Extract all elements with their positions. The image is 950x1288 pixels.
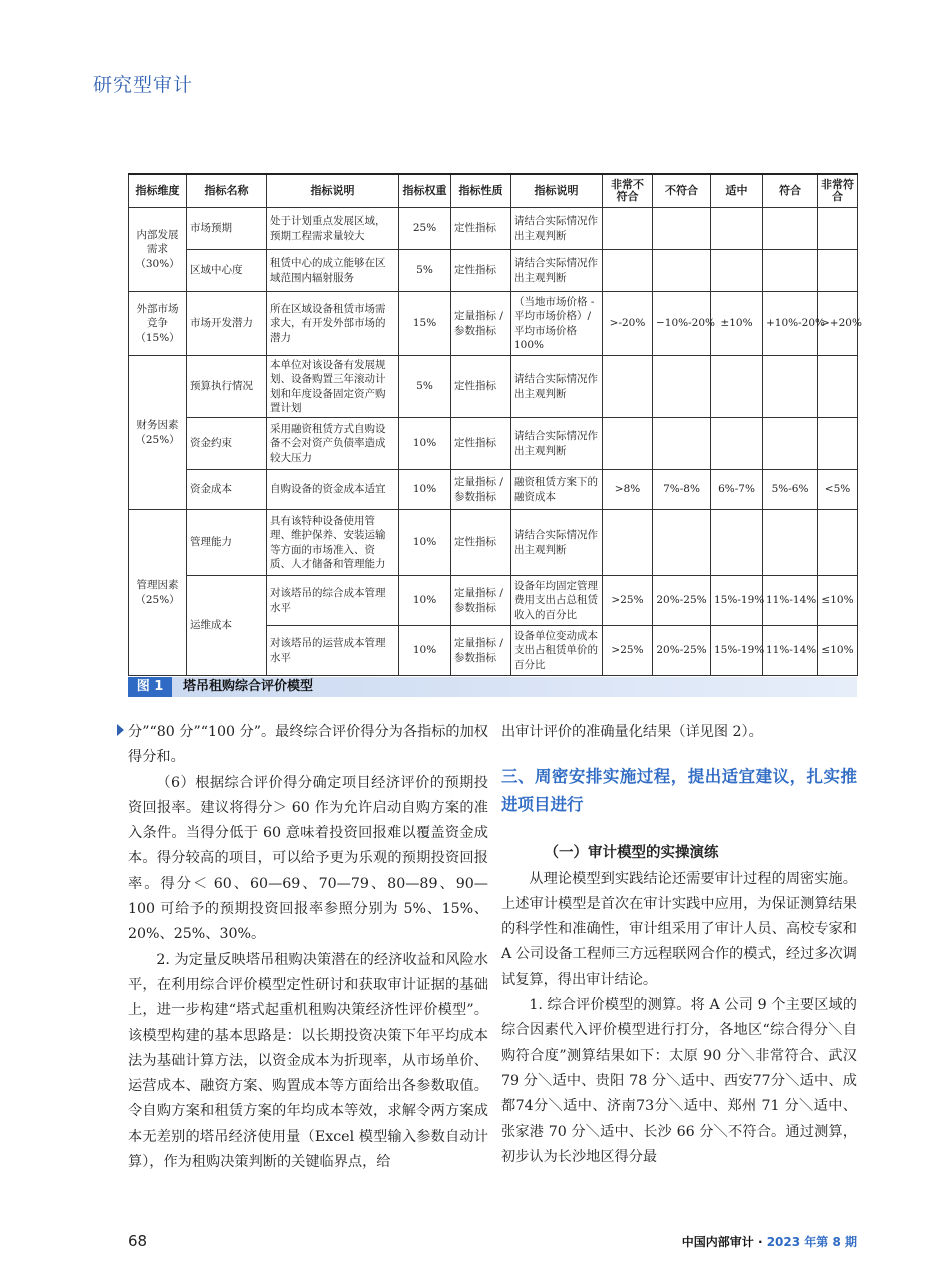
indicator-nature: 定性指标	[451, 208, 511, 250]
header-nature: 指标性质	[451, 174, 511, 208]
table-row	[129, 356, 858, 418]
indicator-note: 设备年均固定管理费用支出占总租赁收入的百分比	[511, 576, 603, 626]
indicator-desc: 对该塔吊的综合成本管理水平	[267, 576, 399, 626]
indicator-weight: 15%	[399, 292, 451, 356]
header-moderate: 适中	[711, 174, 763, 208]
indicator-note: 设备单位变动成本支出占租赁单价的百分比	[511, 626, 603, 676]
indicator-desc: 处于计划重点发展区域，预期工程需求量较大	[267, 208, 399, 250]
indicator-nature: 定性指标	[451, 250, 511, 292]
indicator-nature: 定性指标	[451, 510, 511, 576]
indicator-weight: 10%	[399, 418, 451, 470]
indicator-desc: 采用融资租赁方式自购设备不会对资产负债率造成较大压力	[267, 418, 399, 470]
indicator-name: 市场开发潜力	[187, 292, 267, 356]
indicator-desc: 具有该特种设备使用管理、维护保养、安装运输等方面的市场准入、资质、人才储备和管理能力	[267, 510, 399, 576]
table-header-row	[129, 174, 858, 208]
indicator-weight: 10%	[399, 510, 451, 576]
indicator-name: 预算执行情况	[187, 356, 267, 418]
indicator-name: 管理能力	[187, 510, 267, 576]
subsection-title: （一）审计模型的实操演练	[544, 845, 719, 862]
indicator-nature: 定性指标	[451, 356, 511, 418]
indicator-weight: 5%	[399, 250, 451, 292]
header-very-noncompliant: 非常不符合	[603, 174, 653, 208]
indicator-name: 资金成本	[187, 470, 267, 510]
header-compliant: 符合	[763, 174, 818, 208]
indicator-nature: 定量指标 / 参数指标	[451, 626, 511, 676]
score-compliant: 11%-14%	[763, 626, 818, 676]
table-row	[129, 418, 858, 470]
table-row	[129, 510, 858, 576]
journal-name: 中国内部审计 ·	[681, 1235, 767, 1249]
paragraph: 2. 为定量反映塔吊租购决策潜在的经济收益和风险水平，在利用综合评价模型定性研讨和获取审计证据的基础上，进一步构建“塔式起重机租购决策经济性评价模型”。该模型构建的基本思路是：以长期投资决策下年平均成本法为基础计算方法，以资金成本为折现率，从市场单价、运营成本、融资方案、购置成本等方面给出各参数取值。令自购方案和租赁方案的年均成本等效，求解令两方案成本无差别的塔吊经济使用量（Excel 模型输入参数自动计算），作为租购决策判断的关键临界点，给	[128, 951, 488, 1171]
indicator-name: 区域中心度	[187, 250, 267, 292]
score-moderate: 6%-7%	[711, 470, 763, 510]
table-row	[129, 250, 858, 292]
indicator-note: 请结合实际情况作出主观判断	[511, 250, 603, 292]
dimension-cell: 外部市场竞争（15%）	[129, 292, 187, 356]
score-very-compliant: ≤10%	[818, 576, 858, 626]
indicator-desc: 租赁中心的成立能够在区域范围内辐射服务	[267, 250, 399, 292]
score-very-noncompliant: >25%	[603, 576, 653, 626]
paragraph: 出审计评价的准确量化结果（详见图 2）。	[501, 724, 763, 740]
table-row	[129, 208, 858, 250]
header-dimension: 指标维度	[129, 174, 187, 208]
header-name: 指标名称	[187, 174, 267, 208]
score-noncompliant: 20%-25%	[653, 626, 711, 676]
paragraph: 从理论模型到实践结论还需要审计过程的周密实施。上述审计模型是首次在审计实践中应用，为保证测算结果的科学性和准确性，审计组采用了审计人员、高校专家和 A 公司设备工程师三方远程联网合作的模式，经过多次调试复算，得出审计结论。	[501, 870, 857, 988]
score-very-compliant: >+20%	[818, 292, 858, 356]
left-text-column	[128, 720, 488, 1175]
indicator-desc: 自购设备的资金成本适宜	[267, 470, 399, 510]
section-header-title: 研究型审计	[93, 74, 194, 96]
score-moderate: 15%-19%	[711, 576, 763, 626]
table-row	[129, 292, 858, 356]
figure-caption	[128, 677, 857, 697]
indicator-note: 请结合实际情况作出主观判断	[511, 418, 603, 470]
indicator-weight: 25%	[399, 208, 451, 250]
indicator-note: 请结合实际情况作出主观判断	[511, 356, 603, 418]
indicator-note: 请结合实际情况作出主观判断	[511, 510, 603, 576]
indicator-note: （当地市场价格 - 平均市场价格）/ 平均市场价格 100%	[511, 292, 603, 356]
header-very-compliant: 非常符合	[818, 174, 858, 208]
indicator-name: 市场预期	[187, 208, 267, 250]
indicator-weight: 5%	[399, 356, 451, 418]
indicator-nature: 定性指标	[451, 418, 511, 470]
score-very-compliant: ≤10%	[818, 626, 858, 676]
header-weight: 指标权重	[399, 174, 451, 208]
score-noncompliant: 20%-25%	[653, 576, 711, 626]
score-noncompliant: 7%-8%	[653, 470, 711, 510]
score-moderate: 15%-19%	[711, 626, 763, 676]
score-very-noncompliant: >25%	[603, 626, 653, 676]
indicator-desc: 所在区域设备租赁市场需求大，有开发外部市场的潜力	[267, 292, 399, 356]
indicator-note: 融资租赁方案下的融资成本	[511, 470, 603, 510]
figure-label: 图 1	[128, 677, 172, 697]
journal-footer	[682, 1233, 857, 1250]
table-row	[129, 576, 858, 626]
indicator-nature: 定量指标 / 参数指标	[451, 292, 511, 356]
dimension-cell: 财务因素（25%）	[129, 356, 187, 510]
indicator-name: 运维成本	[187, 576, 267, 676]
page-number: 68	[128, 1232, 148, 1250]
score-compliant: 11%-14%	[763, 576, 818, 626]
indicator-nature: 定量指标 / 参数指标	[451, 470, 511, 510]
indicator-desc: 对该塔吊的运营成本管理水平	[267, 626, 399, 676]
header-description: 指标说明	[267, 174, 399, 208]
score-very-compliant: <5%	[818, 470, 858, 510]
indicator-nature: 定量指标 / 参数指标	[451, 576, 511, 626]
paragraph: （6）根据综合评价得分确定项目经济评价的预期投资回报率。建议将得分＞ 60 作为允许启动自购方案的准入条件。当得分低于 60 意味着投资回报难以覆盖资金成本。得分较高的项目，可以给予更为乐观的预期投资回报率。得分＜ 60、60—69、70—79、80—89、90—100 可给予的预期投资回报率参照分别为 5%、15%、20%、25%、30%。	[128, 774, 488, 943]
continuation-arrow-icon	[117, 724, 124, 736]
header-noncompliant: 不符合	[653, 174, 711, 208]
indicator-note: 请结合实际情况作出主观判断	[511, 208, 603, 250]
score-noncompliant: −10%-20%	[653, 292, 711, 356]
indicator-weight: 10%	[399, 576, 451, 626]
indicator-desc: 本单位对该设备有发展规划、设备购置三年滚动计划和年度设备固定资产购置计划	[267, 356, 399, 418]
score-compliant: +10%-20%	[763, 292, 818, 356]
section-title: 三、周密安排实施过程，提出适宜建议，扎实推进项目进行	[501, 767, 857, 815]
table-row	[129, 470, 858, 510]
indicator-weight: 10%	[399, 470, 451, 510]
score-compliant: 5%-6%	[763, 470, 818, 510]
dimension-cell: 管理因素（25%）	[129, 510, 187, 676]
paragraph: 1. 综合评价模型的测算。将 A 公司 9 个主要区域的综合因素代入评价模型进行打分，各地区“综合得分＼自购符合度”测算结果如下：太原 90 分＼非常符合、武汉 79 分＼适中、贵阳 78 分＼适中、西安77分＼适中、成都74分＼适中、济南73分＼适中、郑州 71 分＼适中、张家港 70 分＼适中、长沙 66 分＼不符合。通过测算，初步认为长沙地区得分最	[501, 997, 857, 1165]
score-very-noncompliant: >8%	[603, 470, 653, 510]
dimension-cell: 内部发展需求（30%）	[129, 208, 187, 292]
score-moderate: ±10%	[711, 292, 763, 356]
figure-title: 塔吊租购综合评价模型	[183, 679, 314, 694]
paragraph: 分”“80 分”“100 分”。最终综合评价得分为各指标的加权得分和。	[128, 724, 488, 766]
score-very-noncompliant: >-20%	[603, 292, 653, 356]
indicator-weight: 10%	[399, 626, 451, 676]
indicator-name: 资金约束	[187, 418, 267, 470]
evaluation-model-table	[128, 173, 862, 676]
right-text-column	[501, 720, 857, 1170]
header-note: 指标说明	[511, 174, 603, 208]
journal-issue: 2023 年第 8 期	[766, 1235, 857, 1249]
